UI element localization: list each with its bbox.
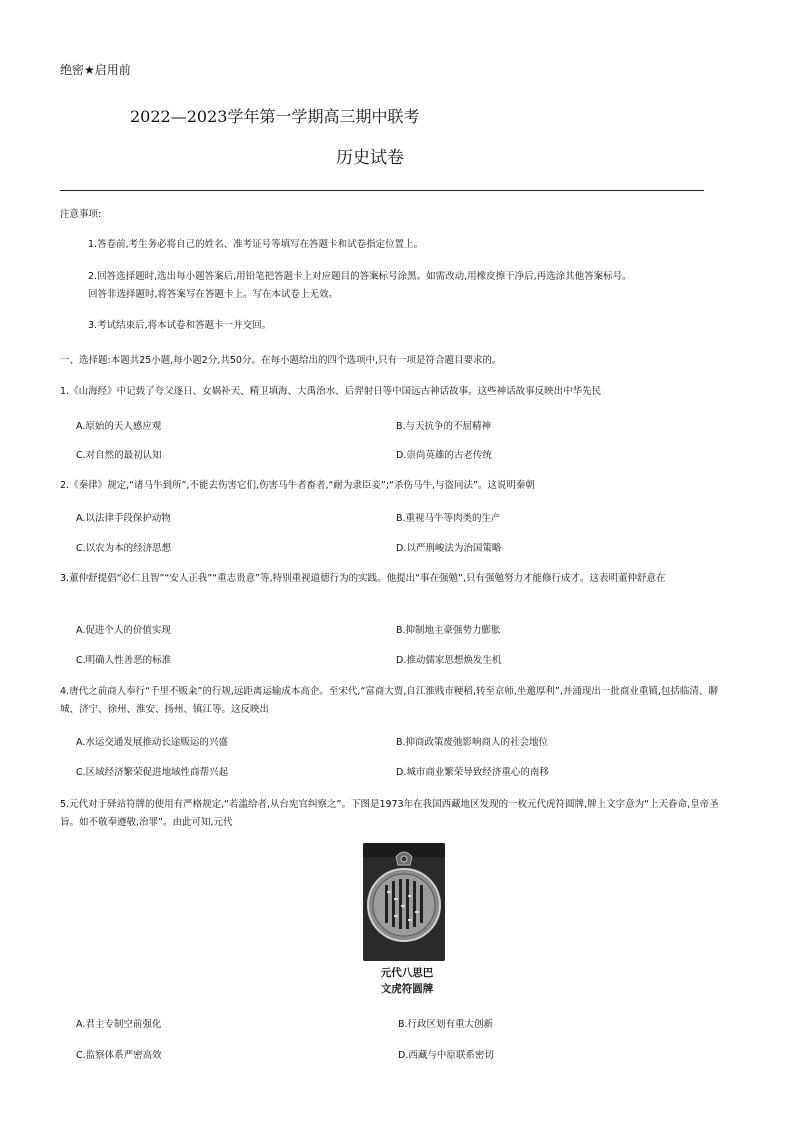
question-5-option-d[interactable]: D.西藏与中原联系密切 bbox=[398, 1050, 494, 1061]
question-4-option-b[interactable]: B.抑商政策废弛影响商人的社会地位 bbox=[396, 737, 549, 748]
question-2-stem: 2.《秦律》规定,“诸马牛到所”,不能去伤害它们,伤害马牛者畜者,“耐为隶臣妾”;“杀伤马牛,与盗同法”。这说明秦朝 bbox=[60, 480, 535, 491]
exam-title: 2022—2023学年第一学期高三期中联考 bbox=[130, 107, 420, 126]
question-1-option-a[interactable]: A.原始的天人感应观 bbox=[76, 421, 162, 432]
notice-item-3: 3.考试结束后,将本试卷和答题卡一并交回。 bbox=[88, 320, 272, 331]
question-4-stem: 4.唐代之前商人奉行“千里不贩籴”的行规,远距离运输成本高企。至宋代,“富商大贾,自江淮贱市粳稻,转至京师,坐邀厚利”,并涌现出一批商业重镇,包括临清、聊城、济宁、徐州、淮安、扬州、镇江等。这反映出 bbox=[60, 686, 718, 715]
question-5-stem: 5.元代对于驿站符牌的使用有严格规定,“若滥给者,从台宪官纠察之”。下图是1973年在我国西藏地区发现的一枚元代虎符圆牌,牌上文字意为“上天眷命,皇帝圣旨。如不敬奉遵敬,治罪”。由此可知,元代 bbox=[60, 799, 719, 828]
question-2-option-a[interactable]: A.以法律手段保护动物 bbox=[76, 513, 171, 524]
tiger-tally-illustration bbox=[363, 843, 445, 961]
question-3-option-a[interactable]: A.促进个人的价值实现 bbox=[76, 625, 171, 636]
notice-item-2: 2.回答选择题时,选出每小题答案后,用铅笔把答题卡上对应题目的答案标号涂黑。如需改动,用橡皮擦干净后,再选涂其他答案标号。 bbox=[88, 271, 632, 282]
question-4-option-d[interactable]: D.城市商业繁荣导致经济重心的南移 bbox=[396, 767, 549, 778]
question-2-option-c[interactable]: C.以农为本的经济思想 bbox=[76, 543, 172, 554]
confidential-mark: 绝密★启用前 bbox=[60, 63, 131, 77]
section-heading: 一、选择题:本题共25小题,每小题2分,共50分。在每小题给出的四个选项中,只有一项是符合题目要求的。 bbox=[60, 355, 502, 366]
question-1-option-b[interactable]: B.与天抗争的不屈精神 bbox=[396, 421, 492, 432]
figure-caption-line-2: 文虎符圆牌 bbox=[380, 983, 434, 995]
question-2-option-d[interactable]: D.以严刑峻法为治国策略 bbox=[396, 543, 502, 554]
subject-title: 历史试卷 bbox=[336, 148, 404, 168]
question-2-option-b[interactable]: B.重视马牛等肉类的生产 bbox=[396, 513, 501, 524]
question-4-option-a[interactable]: A.水运交通发展推动长途贩运的兴盛 bbox=[76, 737, 228, 748]
question-5-option-a[interactable]: A.君主专制空前强化 bbox=[76, 1019, 162, 1030]
question-3-option-c[interactable]: C.明确人性善恶的标准 bbox=[76, 655, 172, 666]
question-5-option-c[interactable]: C.监察体系严密高效 bbox=[76, 1050, 162, 1061]
notice-item-2-cont: 回答非选择题时,将答案写在答题卡上。写在本试卷上无效。 bbox=[88, 289, 339, 300]
notice-item-1: 1.答卷前,考生务必将自己的姓名、准考证号等填写在答题卡和试卷指定位置上。 bbox=[88, 239, 424, 250]
header-divider bbox=[60, 190, 704, 191]
tiger-tally-image bbox=[363, 843, 445, 961]
question-3-stem: 3.董仲舒提倡“必仁且智”“安人正我”“重志贵意”等,特别重视道德行为的实践。他提出“事在强勉”,只有强勉努力才能修行成才。这表明董仲舒意在 bbox=[60, 573, 666, 584]
question-3-option-d[interactable]: D.推动儒家思想焕发生机 bbox=[396, 655, 502, 666]
question-1-option-c[interactable]: C.对自然的最初认知 bbox=[76, 450, 162, 461]
question-1-option-d[interactable]: D.崇尚英雄的古老传统 bbox=[396, 450, 492, 461]
notice-heading: 注意事项: bbox=[60, 209, 102, 220]
question-5-option-b[interactable]: B.行政区划有重大创新 bbox=[398, 1019, 494, 1030]
figure-caption-line-1: 元代八思巴 bbox=[380, 967, 434, 979]
question-4-option-c[interactable]: C.区域经济繁荣促进地域性商帮兴起 bbox=[76, 767, 229, 778]
question-3-option-b[interactable]: B.抑制地主豪强势力膨胀 bbox=[396, 625, 501, 636]
figure-caption bbox=[352, 965, 462, 997]
question-1-stem: 1.《山海经》中记载了夸父逐日、女娲补天、精卫填海、大禹治水、后羿射日等中国远古神话故事。这些神话故事反映出中华先民 bbox=[60, 386, 602, 397]
